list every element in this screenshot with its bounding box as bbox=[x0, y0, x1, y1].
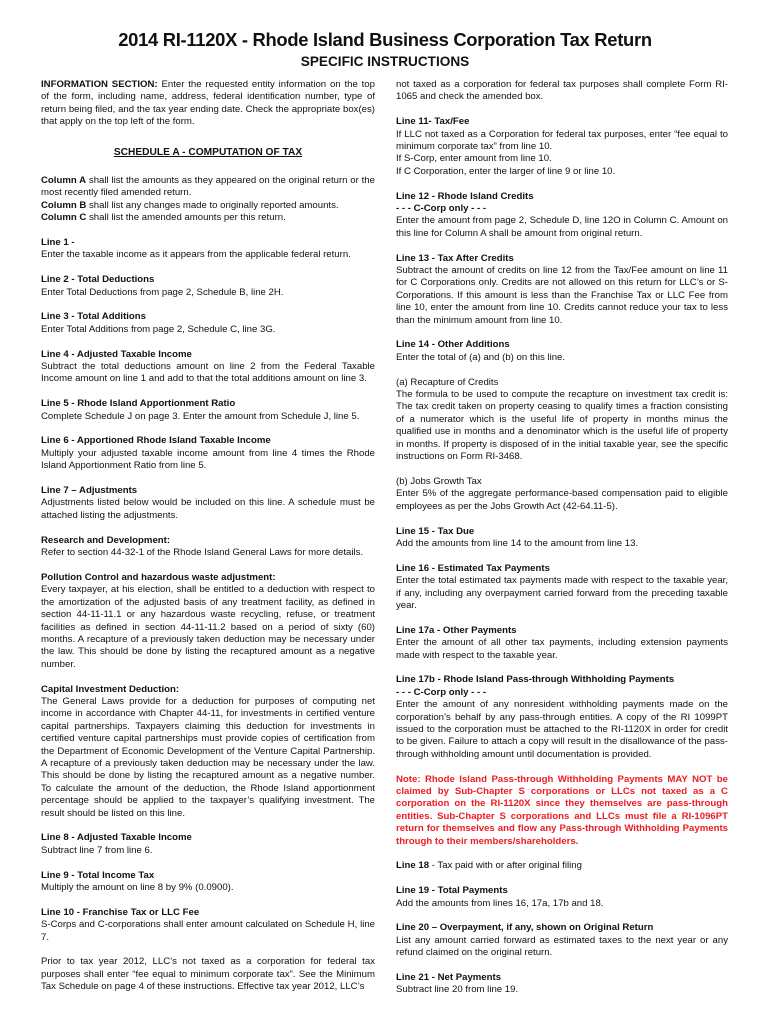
right-column bbox=[396, 79, 728, 997]
line-11-text-3: If C Corporation, enter the larger of line 9 or line 10. bbox=[396, 165, 616, 177]
line-8-heading: Line 8 - Adjusted Taxable Income bbox=[41, 832, 192, 844]
line-5-text: Complete Schedule J on page 3. Enter the amount from Schedule J, line 5. bbox=[41, 410, 360, 422]
line-20-heading: Line 20 – Overpayment, if any, shown on Original Return bbox=[396, 922, 654, 934]
line-2-heading: Line 2 - Total Deductions bbox=[41, 274, 155, 286]
line-6 bbox=[41, 435, 375, 472]
line-3-heading: Line 3 - Total Additions bbox=[41, 311, 146, 323]
line-9-text: Multiply the amount on line 8 by 9% (0.0900). bbox=[41, 882, 234, 893]
line-12-heading: Line 12 - Rhode Island Credits bbox=[396, 190, 534, 202]
schedule-a-heading: SCHEDULE A - COMPUTATION OF TAX bbox=[113, 146, 303, 158]
line-6-heading: Line 6 - Apportioned Rhode Island Taxable Income bbox=[41, 435, 271, 447]
information-section-text: Enter the requested entity information on the top of the form, including name, address, federal identification number, type of return being filed, and the tax year ending date. Check the appropriate box(es) that apply on the top left of the form. bbox=[41, 79, 375, 128]
line-20-text: List any amount carried forward as estimated taxes to the next year or any refund claimed on the original return. bbox=[396, 934, 728, 959]
column-b-label: Column B bbox=[41, 199, 87, 211]
line-16-text: Enter the total estimated tax payments made with respect to the taxable year, if any, including any overpayment carried forward from the preceding taxable year. bbox=[396, 575, 728, 611]
line-18 bbox=[396, 860, 728, 872]
line-21-text: Subtract line 20 from line 19. bbox=[396, 984, 519, 996]
line-9 bbox=[41, 870, 375, 895]
line-19 bbox=[396, 885, 728, 910]
line-20 bbox=[396, 922, 728, 959]
information-section-label: INFORMATION SECTION: bbox=[41, 79, 158, 90]
line-9-heading: Line 9 - Total Income Tax bbox=[41, 869, 155, 881]
line-16-heading: Line 16 - Estimated Tax Payments bbox=[396, 562, 550, 574]
column-a-label: Column A bbox=[41, 175, 87, 187]
line-12 bbox=[396, 191, 728, 241]
pollution-control-text: Every taxpayer, at his election, shall be entitled to a deduction with respect to the amortization of the adjusted basis of any treatment facility, as defined in section 44-11-11.1 or any hazardous waste recycling, refuse, or treatment facilities as defined in section 44-11-11.2 based on a period of sixty (60) months. A recapture of a previously taken deduction may be necessary under the law. This should be done by listing the recaptured amount as a negative number. bbox=[41, 584, 375, 670]
line-15 bbox=[396, 526, 728, 551]
line-14-heading: Line 14 - Other Additions bbox=[396, 339, 510, 351]
line-15-heading: Line 15 - Tax Due bbox=[396, 525, 475, 537]
line-10 bbox=[41, 907, 375, 944]
line-4-text: Subtract the total deductions amount on line 2 from the Federal Taxable Income amount on line 1 and add to that the total additions amount on line 3. bbox=[41, 361, 375, 385]
line-18-text: - Tax paid with or after original filing bbox=[429, 860, 582, 872]
line-13 bbox=[396, 253, 728, 327]
column-c-text: shall list the amended amounts per this return. bbox=[88, 212, 286, 224]
line-11-heading: Line 11- Tax/Fee bbox=[396, 116, 470, 128]
research-development-heading: Research and Development: bbox=[41, 534, 171, 546]
line-1 bbox=[41, 237, 375, 262]
capital-investment bbox=[41, 684, 375, 820]
line-5 bbox=[41, 398, 375, 423]
capital-investment-text: The General Laws provide for a deduction for purposes of computing net income in accordance with Chapter 44-11, for investments in certified venture capital partnerships. Taxpayers claiming this deduction for investments in certified venture capital partnerships must provide copies of certification from the Department of Economic Development of the Venture Capital Partnership. A recapture of a previously taken deduction may be necessary under the law. This should be done by listing the recaptured amount as a negative number. To calculate the amount of the deduction, the Rhode Island apportionment percentage should be applied to the taxpayer’s qualifying investment. The result should be listed on this line. bbox=[41, 695, 375, 819]
column-a-text: shall list the amounts as they appeared on the original return or the most recently filed amended return. bbox=[41, 175, 375, 199]
line-12-ccorp-only: - - - C-Corp only - - - bbox=[396, 203, 487, 215]
line-7 bbox=[41, 485, 375, 522]
line-14 bbox=[396, 339, 728, 364]
research-development-text: Refer to section 44-32-1 of the Rhode Island General Laws for more details. bbox=[41, 547, 364, 559]
page-title: 2014 RI-1120X - Rhode Island Business Corporation Tax Return bbox=[118, 29, 652, 50]
research-development bbox=[41, 535, 375, 560]
line-17b-ccorp-only: - - - C-Corp only - - - bbox=[396, 686, 487, 698]
line-7-heading: Line 7 – Adjustments bbox=[41, 485, 138, 497]
line-17a bbox=[396, 625, 728, 662]
pollution-control bbox=[41, 572, 375, 671]
line-11-text-1: If LLC not taxed as a Corporation for federal tax purposes, enter “fee equal to minimum corporate tax” from line 10. bbox=[396, 128, 728, 153]
line-7-text: Adjustments listed below would be included on this line. A schedule must be attached listing the adjustments. bbox=[41, 497, 375, 521]
line-8-text: Subtract line 7 from line 6. bbox=[41, 844, 153, 856]
line-10-text: S-Corps and C-corporations shall enter amount calculated on Schedule H, line 7. bbox=[41, 919, 375, 943]
column-b-text: shall list any changes made to originally reported amounts. bbox=[88, 199, 339, 211]
line-15-text: Add the amounts from line 14 to the amount from line 13. bbox=[396, 537, 639, 549]
line-13-text: Subtract the amount of credits on line 12 from the Tax/Fee amount on line 11 for C Corporations only. Credits are not allowed on this return for LLC’s or S-Corporations. If this amount is less than the Franchise Tax or LLC Fee from line 10, enter the amount from line 10. Credits cannot reduce your tax to less than the minimum amount from line 10. bbox=[396, 265, 728, 326]
line-19-text: Add the amounts from lines 16, 17a, 17b and 18. bbox=[396, 897, 604, 909]
line-10-continuation: not taxed as a corporation for federal tax purposes shall complete Form RI-1065 and check the amended box. bbox=[396, 79, 728, 103]
line-4-heading: Line 4 - Adjusted Taxable Income bbox=[41, 348, 192, 360]
pass-through-note: Note: Rhode Island Pass-through Withholding Payments MAY NOT be claimed by Sub-Chapter S corporations or LLCs not taxed as a C corporation on the RI-1120X since they themselves are pass-through entities. Sub-Chapter S corporations and LLCs must file a RI-1096PT return for themselves and flow any Pass-through Withholding Payments through to their members/shareholders. bbox=[396, 773, 728, 847]
line-2 bbox=[41, 274, 375, 299]
line-3 bbox=[41, 311, 375, 336]
line-11 bbox=[396, 116, 728, 178]
line-18-heading: Line 18 bbox=[396, 860, 430, 872]
line-4 bbox=[41, 349, 375, 386]
line-14b-heading: (b) Jobs Growth Tax bbox=[396, 475, 482, 487]
column-descriptions bbox=[41, 175, 375, 225]
line-17a-heading: Line 17a - Other Payments bbox=[396, 624, 517, 636]
line-14a-text: The formula to be used to compute the recapture on investment tax credit is: The tax credit taken on property ceasing to qualify times a fraction consisting of a numerator which is the useful life of property in months minus the qualified use in months and a denominator which is the useful life of property in months. If property is disposed of in the initial taxable year, see the specific instructions on Form RI-3468. bbox=[396, 389, 728, 463]
page-subtitle: SPECIFIC INSTRUCTIONS bbox=[300, 54, 470, 69]
left-column bbox=[41, 79, 375, 994]
line-3-text: Enter Total Additions from page 2, Schedule C, line 3G. bbox=[41, 323, 276, 335]
line-17b-text: Enter the amount of any nonresident withholding payments made on the corporation’s behalf by any pass-through entities. A copy of the RI 1099PT issued to the corporation must be attached to the RI-1120X in order for credit to be given. Failure to attach a copy will result in the disallowance of the pass-through withholding amount until documentation is provided. bbox=[396, 699, 728, 760]
line-14b bbox=[396, 476, 728, 513]
column-c-label: Column C bbox=[41, 212, 87, 224]
line-10-heading: Line 10 - Franchise Tax or LLC Fee bbox=[41, 906, 200, 918]
line-14a-heading: (a) Recapture of Credits bbox=[396, 376, 499, 388]
line-21 bbox=[396, 972, 728, 997]
line-14-text: Enter the total of (a) and (b) on this line. bbox=[396, 351, 566, 363]
information-section bbox=[41, 79, 375, 129]
line-14b-text: Enter 5% of the aggregate performance-based compensation paid to eligible employees as per the Jobs Growth Act (42-64.11-5). bbox=[396, 488, 728, 512]
line-5-heading: Line 5 - Rhode Island Apportionment Ratio bbox=[41, 398, 236, 410]
line-2-text: Enter Total Deductions from page 2, Schedule B, line 2H. bbox=[41, 286, 284, 298]
line-13-heading: Line 13 - Tax After Credits bbox=[396, 252, 514, 264]
capital-investment-heading: Capital Investment Deduction: bbox=[41, 683, 180, 695]
line-10-continued: Prior to tax year 2012, LLC’s not taxed as a corporation for federal tax purposes shall enter “fee equal to minimum corporate tax”. See the Minimum Tax Schedule on page 4 of these instructions. Effective tax year 2012, LLC’s bbox=[41, 956, 375, 993]
line-1-heading: Line 1 - bbox=[41, 237, 75, 249]
line-12-text: Enter the amount from page 2, Schedule D, line 12O in Column C. Amount on this line for Column A shall be amount from original return. bbox=[396, 215, 728, 239]
line-6-text: Multiply your adjusted taxable income amount from line 4 times the Rhode Island Apportionment Ratio from line 5. bbox=[41, 447, 375, 472]
line-21-heading: Line 21 - Net Payments bbox=[396, 972, 502, 984]
line-19-heading: Line 19 - Total Payments bbox=[396, 885, 508, 897]
line-16 bbox=[396, 563, 728, 613]
line-17b-heading: Line 17b - Rhode Island Pass-through Withholding Payments bbox=[396, 674, 675, 686]
line-17a-text: Enter the amount of all other tax payments, including extension payments made with respect to the taxable year. bbox=[396, 637, 728, 661]
line-14a bbox=[396, 377, 728, 464]
line-8 bbox=[41, 832, 375, 857]
pollution-control-heading: Pollution Control and hazardous waste adjustment: bbox=[41, 571, 276, 583]
line-11-text-2: If S-Corp, enter amount from line 10. bbox=[396, 153, 552, 165]
line-1-text: Enter the taxable income as it appears from the applicable federal return. bbox=[41, 249, 351, 261]
line-17b bbox=[396, 674, 728, 761]
